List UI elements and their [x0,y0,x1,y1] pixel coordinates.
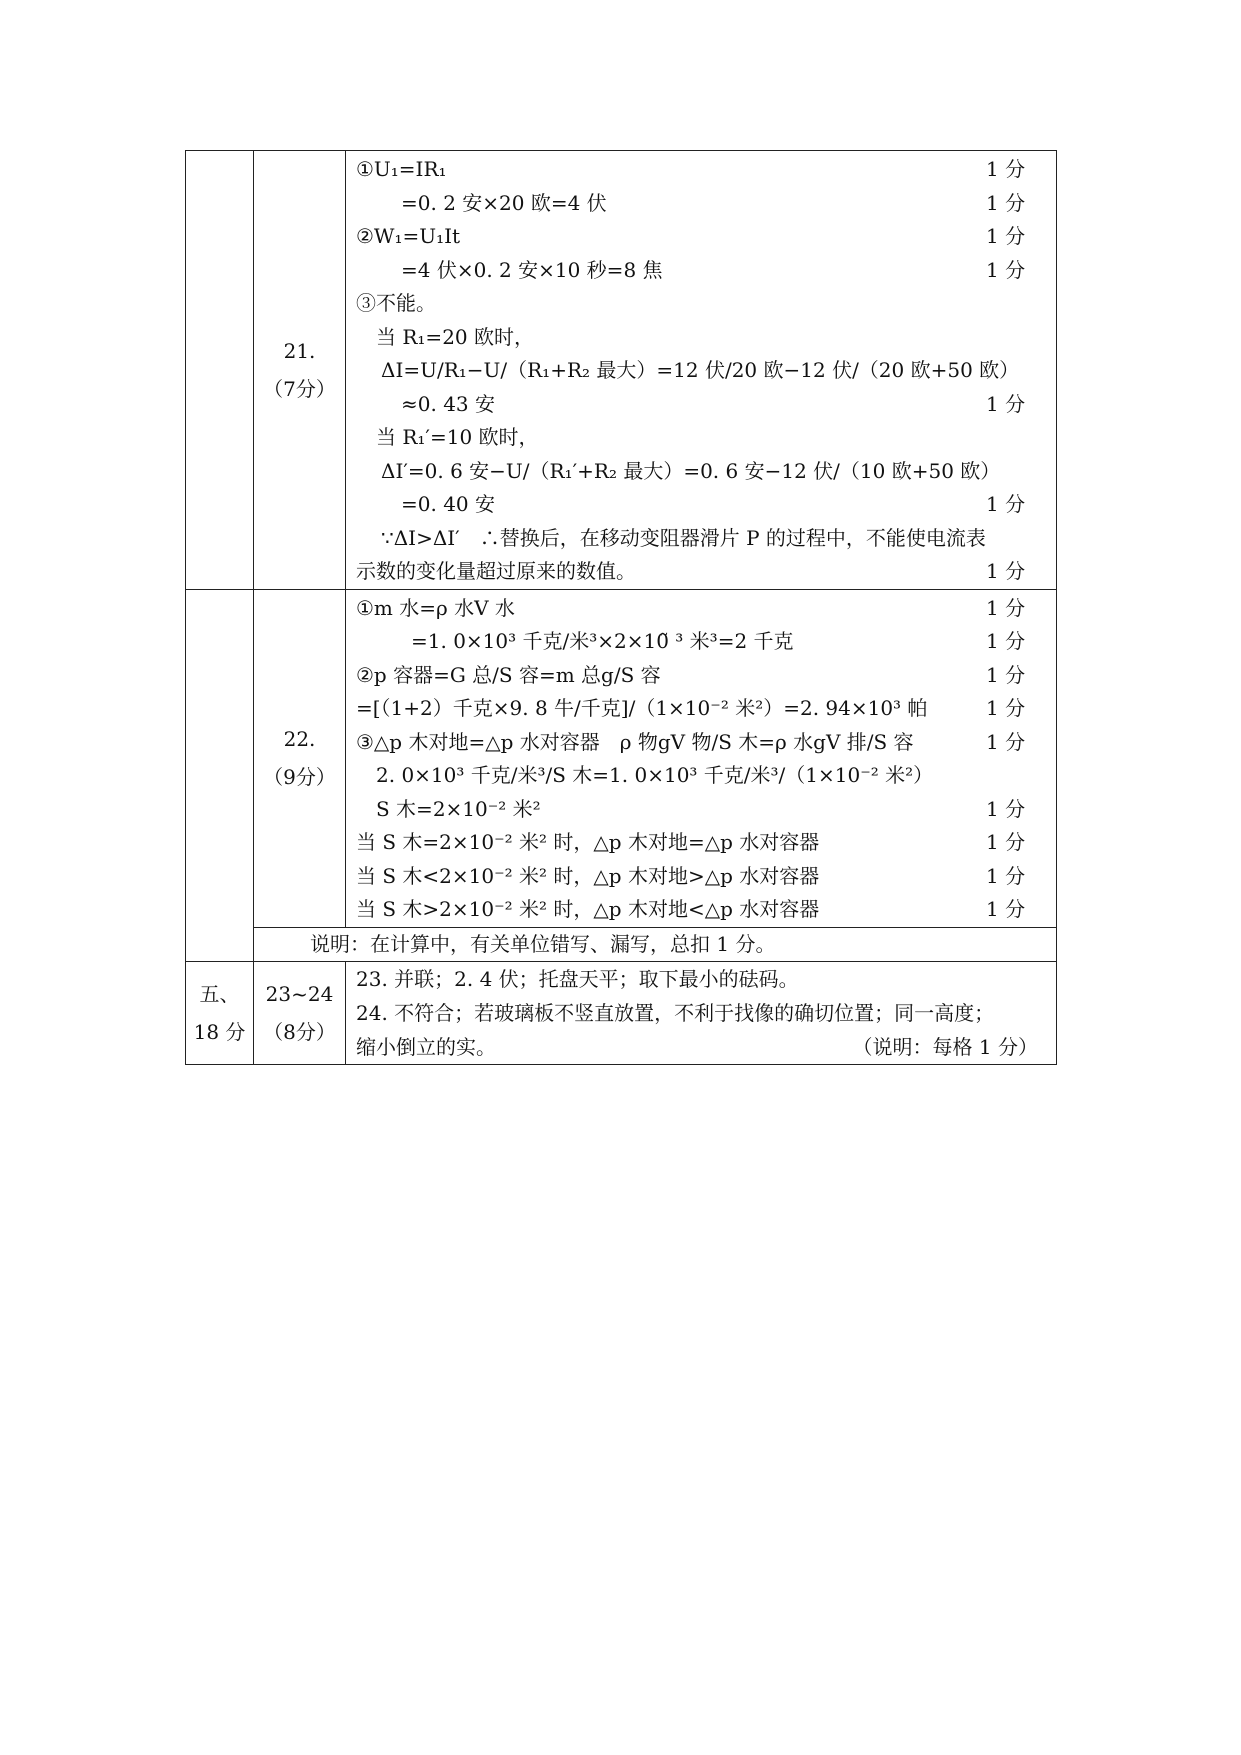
sec5-section-cell [186,961,254,1064]
q21-line-score: 1 分 [986,190,1026,215]
q21-line-text: ②W₁=U₁It [356,224,461,248]
q21-answer-lines [346,151,1056,589]
q21-line-text: ΔI′=0. 6 安−U/（R₁′+R₂ 最大）=0. 6 安−12 伏/（10 欧+50 欧） [381,458,1001,483]
q21-line-text: =0. 2 安×20 欧=4 伏 [401,190,607,215]
q21-line-text: 当 R₁=20 欧时， [376,324,534,349]
q22-line-score: 1 分 [986,696,1026,720]
q22-line [356,860,1056,894]
q22-line [356,625,1056,659]
answer-table [185,150,1057,1065]
q21-line [356,254,1056,288]
q22-label-cell [254,589,346,927]
q21-line [356,153,1056,187]
q22-row [186,589,1057,927]
q22-answer-lines [346,590,1056,927]
q22-line-text: ①m 水=ρ 水V 水 [356,595,515,620]
sec5-points: （8分） [263,1019,336,1044]
q21-line-text: ③不能。 [356,291,436,315]
q22-line-score: 1 分 [986,595,1026,620]
q22-line-text: ③△p 木对地=△p 水对容器 ρ 物gV 物/S 木=ρ 水gV 排/S 容 [356,729,914,754]
q21-line-text: ∵ΔI>ΔI′ ∴替换后，在移动变阻器滑片 P 的过程中，不能使电流表 [381,525,986,550]
q21-line [356,354,1056,388]
q22-line-score: 1 分 [986,897,1026,921]
q21-line [356,287,1056,321]
q21-row [186,151,1057,590]
note-text: 说明：在计算中，有关单位错写、漏写，总扣 1 分。 [310,931,776,956]
q22-line-text: ②p 容器=G 总/S 容=m 总g/S 容 [356,662,661,687]
q22-line-score: 1 分 [986,662,1026,687]
q21-line [356,388,1056,422]
q22-line [356,759,1056,793]
q22-line [356,659,1056,693]
q21-line-text: ΔI=U/R₁−U/（R₁+R₂ 最大）=12 伏/20 欧−12 伏/（20 欧+50 欧） [381,358,1020,382]
q22-line-text: =1. 0×10³ 千克/米³×2×10̃ ³ 米³=2 千克 [411,629,794,653]
answer-sheet [185,150,1056,1065]
q22-line-score: 1 分 [986,729,1026,754]
sec5-number: 23~24 [265,981,334,1006]
q21-line-score: 1 分 [986,492,1026,516]
q21-line-text: 当 R₁′=10 欧时， [376,425,539,449]
q22-line-text: 2. 0×10³ 千克/米³/S 木=1. 0×10³ 千克/米³/（1×10⁻² 米²） [376,763,934,787]
section-cell-empty [186,151,254,590]
q22-line [356,826,1056,860]
q24-answer-end: 缩小倒立的实。 [356,1034,496,1059]
q22-line [356,726,1056,760]
q21-line-score: 1 分 [986,559,1026,583]
q21-line [356,522,1056,556]
q21-line-text: ①U₁=IR₁ [356,157,447,181]
q22-line-text: =[（1+2）千克×9. 8 牛/千克]/（1×10⁻² 米²）=2. 94×10³ 帕 [356,696,928,720]
q21-label-cell [254,151,346,590]
q21-line-text: 示数的变化量超过原来的数值。 [356,559,636,583]
q21-line-score: 1 分 [986,157,1026,181]
q21-line-score: 1 分 [986,257,1026,282]
q24-answer: 24. 不符合；若玻璃板不竖直放置，不利于找像的确切位置；同一高度； [356,1000,995,1025]
q22-line-text: 当 S 木<2×10⁻² 米² 时，△p 木对地>△p 水对容器 [356,863,820,888]
q21-line-text: ≈0. 43 安 [401,391,496,416]
q22-line [356,893,1056,927]
sec5-row [186,961,1057,1064]
q24-answer-cont [346,1030,1056,1064]
q23-answer: 23. 并联；2. 4 伏；托盘天平；取下最小的砝码。 [356,966,799,991]
q21-line [356,421,1056,455]
q22-answer-cell [346,589,1057,927]
q22-line-score: 1 分 [986,863,1026,888]
q21-line [356,187,1056,221]
q21-points: （7分） [263,376,336,401]
note-row [186,927,1057,961]
q21-line-text: =0. 40 安 [401,492,496,516]
q21-number: 21. [283,338,316,363]
q22-line [356,692,1056,726]
q21-line [356,488,1056,522]
q21-line-score: 1 分 [986,391,1026,416]
q21-line-score: 1 分 [986,224,1026,248]
q21-line-text: =4 伏×0. 2 安×10 秒=8 焦 [401,257,663,282]
sec5-section-points: 18 分 [193,1019,246,1044]
q21-answer-cell [346,151,1057,590]
scoring-note: （说明：每格 1 分） [852,1034,1038,1059]
q21-line [356,321,1056,355]
sec5-answer-cell [346,961,1057,1064]
q22-line-score: 1 分 [986,629,1026,653]
q22-line-score: 1 分 [986,796,1026,821]
q22-line [356,793,1056,827]
q21-line [356,555,1056,589]
q22-line-text: 当 S 木=2×10⁻² 米² 时，△p 木对地=△p 水对容器 [356,830,820,854]
sec5-section: 五、 [199,981,240,1006]
q22-line [356,592,1056,626]
q22-line-score: 1 分 [986,830,1026,854]
q22-points: （9分） [263,765,336,789]
note-cell [254,927,1057,961]
q22-number: 22. [283,727,316,751]
section-cell-empty [186,589,254,961]
q21-line [356,455,1056,489]
q22-line-text: S 木=2×10⁻² 米² [376,796,541,821]
sec5-label-cell [254,961,346,1064]
q21-line [356,220,1056,254]
q22-line-text: 当 S 木>2×10⁻² 米² 时，△p 木对地<△p 水对容器 [356,897,820,921]
